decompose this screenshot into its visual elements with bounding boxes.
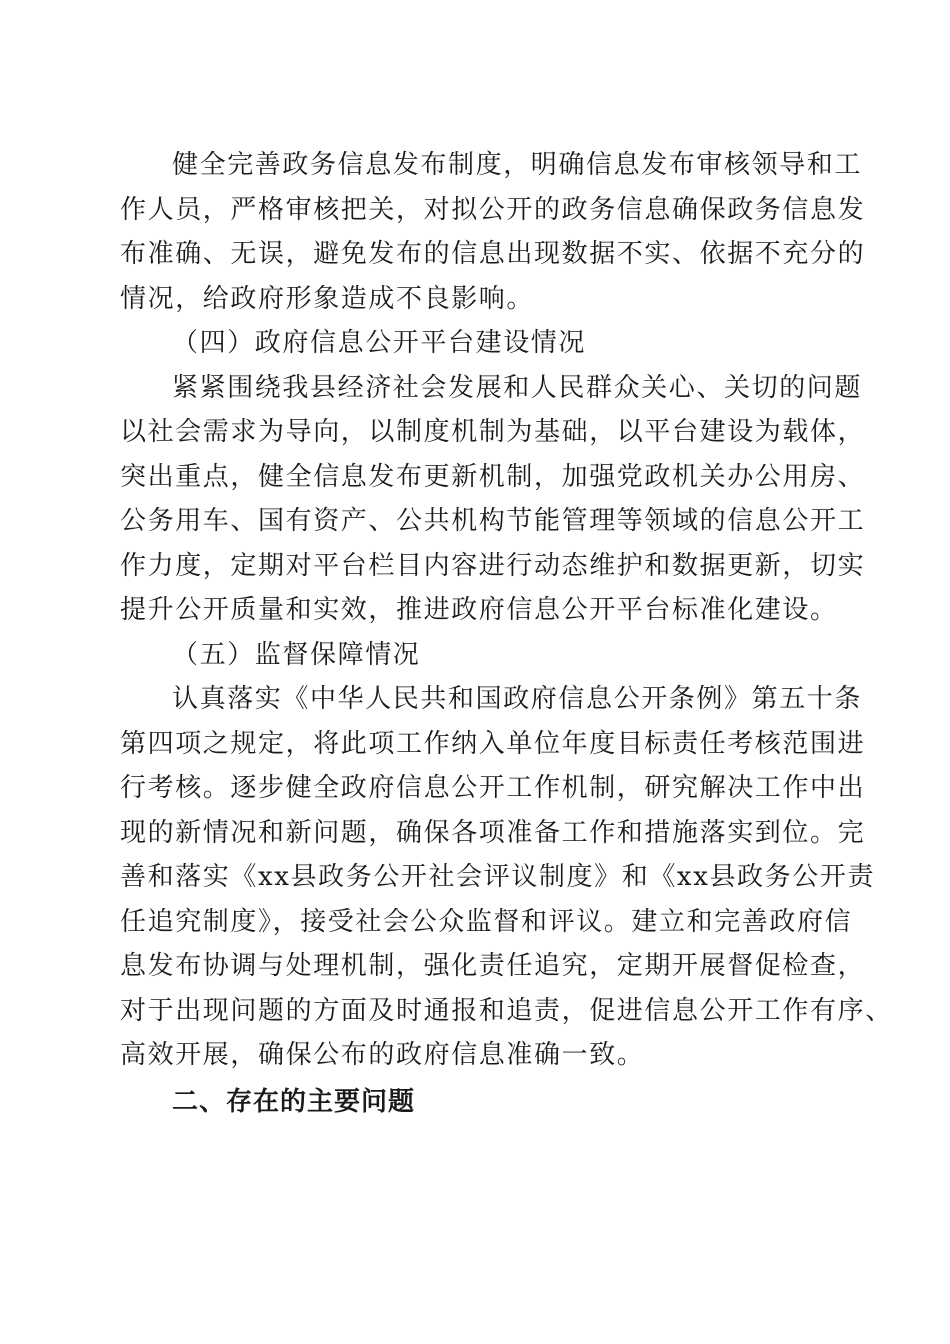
paragraph-line: 作力度，定期对平台栏目内容进行动态维护和数据更新，切实 — [120, 551, 866, 581]
paragraph-line: 息发布协调与处理机制，强化责任追究，定期开展督促检查， — [120, 951, 866, 981]
paragraph-line: 提升公开质量和实效，推进政府信息公开平台标准化建设。 — [120, 595, 838, 625]
paragraph-line: 紧紧围绕我县经济社会发展和人民群众关心、关切的问题 — [172, 373, 863, 403]
paragraph-line: 行考核。逐步健全政府信息公开工作机制，研究解决工作中出 — [120, 773, 866, 803]
paragraph-line: 以社会需求为导向，以制度机制为基础，以平台建设为载体， — [120, 417, 866, 447]
section-heading-2: 二、存在的主要问题 — [172, 1087, 416, 1117]
paragraph-line: 对于出现问题的方面及时通报和追责，促进信息公开工作有序、 — [120, 996, 893, 1026]
paragraph-line: 布准确、无误，避免发布的信息出现数据不实、依据不充分的 — [120, 239, 866, 269]
paragraph-line: 任追究制度》，接受社会公众监督和评议。建立和完善政府信 — [120, 907, 853, 937]
paragraph-line: 作人员，严格审核把关，对拟公开的政务信息确保政务信息发 — [120, 195, 866, 225]
paragraph-line: 情况，给政府形象造成不良影响。 — [120, 284, 535, 314]
paragraph-line: 第四项之规定，将此项工作纳入单位年度目标责任考核范围进 — [120, 729, 866, 759]
subsection-heading-5: （五）监督保障情况 — [172, 640, 421, 670]
paragraph-line: 高效开展，确保公布的政府信息准确一致。 — [120, 1040, 645, 1070]
paragraph-line: 突出重点，健全信息发布更新机制，加强党政机关办公用房、 — [120, 462, 866, 492]
paragraph-line: 善和落实《xx县政务公开社会评议制度》和《xx县政务公开责 — [120, 862, 876, 892]
paragraph-line: 公务用车、国有资产、公共机构节能管理等领域的信息公开工 — [120, 506, 866, 536]
paragraph-line: 健全完善政务信息发布制度，明确信息发布审核领导和工 — [172, 150, 863, 180]
paragraph-line: 认真落实《中华人民共和国政府信息公开条例》第五十条 — [172, 684, 863, 714]
subsection-heading-4: （四）政府信息公开平台建设情况 — [172, 328, 587, 358]
paragraph-line: 现的新情况和新问题，确保各项准备工作和措施落实到位。完 — [120, 818, 866, 848]
